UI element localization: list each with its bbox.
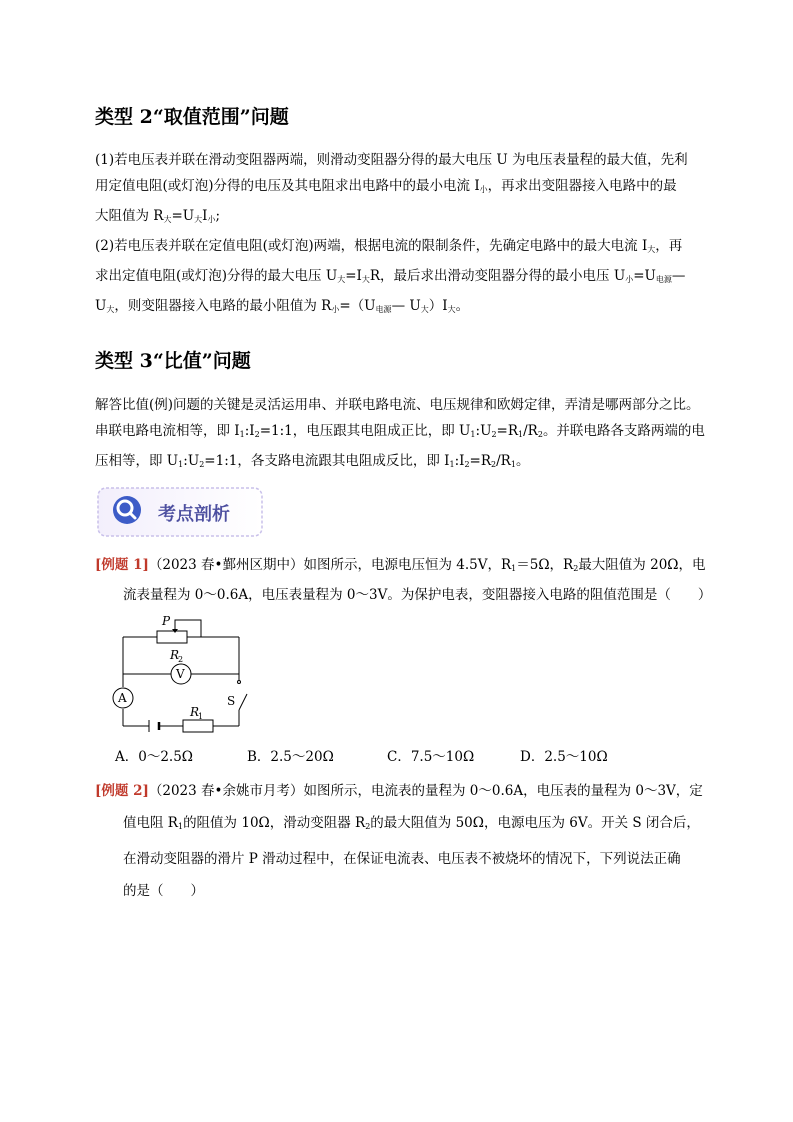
label-r1-sub: 1 bbox=[198, 712, 204, 721]
label-a: A bbox=[118, 691, 127, 705]
resistor-r2 bbox=[157, 631, 187, 643]
text-line: (1)若电压表并联在滑动变阻器两端，则滑动变阻器分得的最大电压 U 为电压表量程的最大值，先利 bbox=[95, 152, 688, 168]
text-line: 在滑动变阻器的滑片 P 滑动过程中，在保证电流表、电压表不被烧坏的情况下，下列说法正确 bbox=[123, 851, 681, 867]
example-tag: [例题 1] bbox=[95, 557, 149, 573]
example-2 bbox=[95, 775, 705, 907]
option-c[interactable]: C．7.5～10Ω bbox=[387, 749, 475, 765]
banner-title: 考点剖析 bbox=[158, 504, 230, 525]
text-line: 解答比值(例)问题的关键是灵活运用串、并联电路电流、电压规律和欧姆定律，弄清是哪两部分之比。 bbox=[95, 397, 700, 413]
text-line: 压相等，即 $U_1:U_2=1:1$，各支路电流跟其电阻成反比，即 $I_1:I_2=R_2/R_1$。 bbox=[95, 453, 530, 469]
section-2-title: 类型 2“取值范围”问题 bbox=[95, 106, 289, 128]
circuit-diagram bbox=[105, 612, 255, 737]
label-r2: R bbox=[170, 648, 180, 662]
options bbox=[115, 745, 608, 765]
text-line: [例题 1]（2023 春•鄞州区期中）如图所示，电源电压恒为 4.5V，$R_1=5\Omega$，$R_2$最大阻值为 20Ω，电 bbox=[95, 557, 706, 573]
label-r1: R bbox=[190, 705, 200, 719]
label-r2-sub: 2 bbox=[178, 655, 184, 664]
resistor-r1 bbox=[183, 720, 213, 732]
text-line: 用定值电阻(或灯泡)分得的电压及其电阻求出电路中的最小电流 $I_小$，再求出变阻器接入电路中的最 bbox=[95, 178, 677, 194]
option-a[interactable]: A．0～2.5Ω bbox=[115, 749, 194, 765]
text-line: 求出定值电阻(或灯泡)分得的最大电压 $U_大=I_大R$，最后求出滑动变阻器分得的最小电压 $U_小=U_{电源}—$ bbox=[95, 268, 686, 284]
text-line: $U_大$，则变阻器接入电路的最小阻值为 $R_小=(U_{电源}—$ $U_大)I_大$。 bbox=[95, 298, 470, 314]
label-s: S bbox=[227, 694, 236, 708]
label-p: P bbox=[162, 614, 171, 628]
battery bbox=[149, 720, 159, 732]
text-line: 的是（ ） bbox=[123, 883, 204, 899]
option-b[interactable]: B．2.5～20Ω bbox=[247, 749, 334, 765]
section-3-body bbox=[95, 392, 705, 478]
text-line: 大阻值为 $R_大=U_大I_小$; bbox=[95, 208, 221, 224]
example-tag: [例题 2] bbox=[95, 783, 149, 799]
label-v: V bbox=[176, 667, 185, 681]
text-line: 流表量程为 0～0.6A，电压表量程为 0～3V。为保护电表，变阻器接入电路的阻值范围是（ ） bbox=[123, 587, 712, 603]
text-line: 值电阻 $R_1$的阻值为 10Ω，滑动变阻器 $R_2$的最大阻值为 50Ω，电源电压为 6V。开关 S 闭合后， bbox=[123, 815, 700, 831]
section-2-body bbox=[95, 147, 700, 323]
text-line: [例题 2]（2023 春•余姚市月考）如图所示，电流表的量程为 0～0.6A，电压表的量程为 0～3V，定 bbox=[95, 783, 703, 799]
search-icon bbox=[113, 496, 141, 524]
option-d[interactable]: D．2.5～10Ω bbox=[520, 749, 608, 765]
text-line: 串联电路电流相等，即 $I_1:I_2=1:1$，电压跟其电阻成正比，即 $U_1:U_2=R_1/R_2$。并联电路各支路两端的电 bbox=[95, 423, 705, 439]
example-1 bbox=[95, 552, 712, 609]
section-3-title: 类型 3“比值”问题 bbox=[95, 350, 251, 372]
text-line: (2)若电压表并联在定值电阻(或灯泡)两端，根据电流的限制条件，先确定电路中的最大电流 $I_大$，再 bbox=[95, 238, 683, 254]
switch bbox=[238, 681, 248, 711]
